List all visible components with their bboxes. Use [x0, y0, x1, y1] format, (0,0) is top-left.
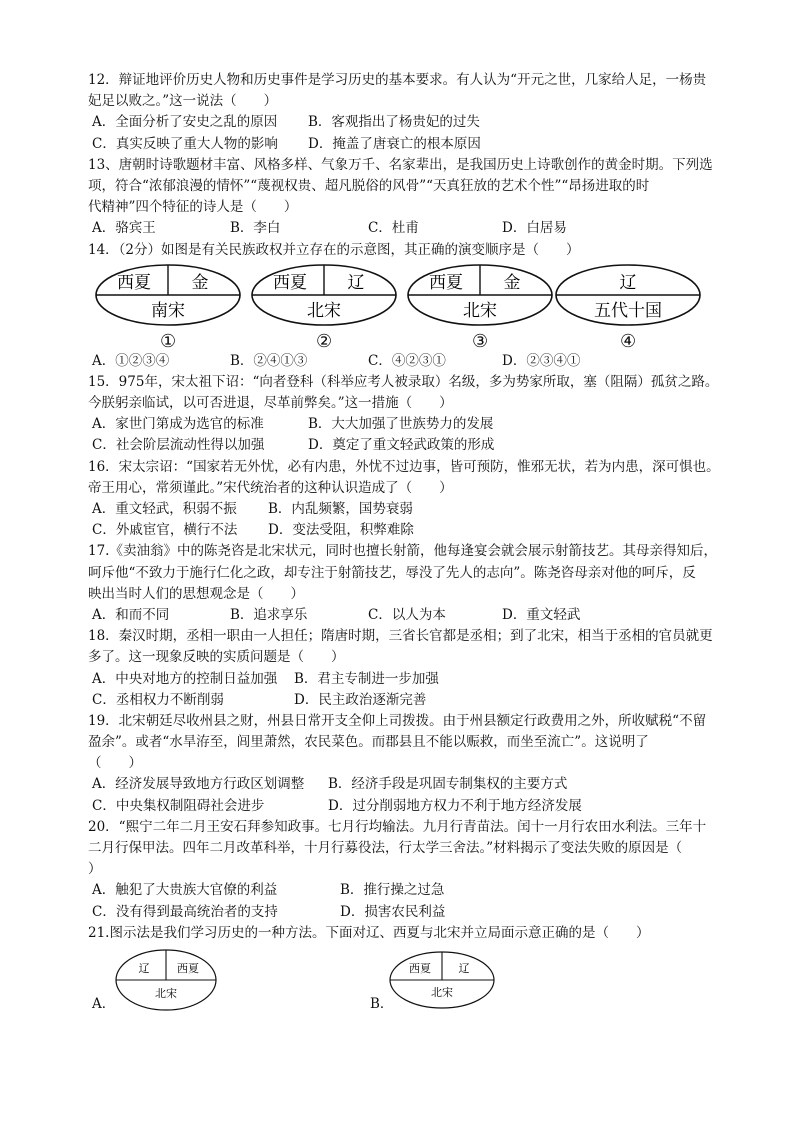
option-b: B．追求享乐	[230, 606, 308, 623]
option-a: A．和而不同	[92, 606, 170, 623]
option-a-diagram	[114, 948, 218, 1016]
option-d: D．过分削弱地方权力不利于地方经济发展	[328, 797, 582, 814]
option-d: D．②③④①	[502, 352, 581, 369]
regime-diagram-3	[406, 263, 554, 327]
question-text: 15．975年，宋太祖下诏：“向者登科（科举应考人被录取）名级，多为势家所取，塞（阻隔）孤贫之路。	[88, 373, 719, 390]
diagram-number: ③	[472, 330, 489, 352]
question-12	[88, 70, 738, 155]
option-d: D．损害农民利益	[340, 903, 446, 920]
question-text: 19．北宋朝廷尽收州县之财，州县日常开支全仰上司拨拨。由于州县额定行政费用之外，所收赋税“不留	[88, 712, 707, 729]
option-b: B．经济手段是巩固专制集权的主要方式	[328, 776, 568, 793]
regime-diagram-1	[94, 263, 242, 327]
diagram-label: 西夏	[429, 272, 463, 293]
option-c: C．外戚宦官，横行不法	[92, 522, 238, 539]
option-b: B．②④①③	[230, 352, 308, 369]
option-a: A．经济发展导致地方行政区划调整	[92, 776, 305, 793]
question-text: 17.《卖油翁》中的陈尧咨是北宋状元，同时也擅长射箭，他每逢宴会就会展示射箭技艺。其母亲得知后，	[88, 543, 717, 560]
option-b: B．大大加强了世族势力的发展	[308, 416, 494, 433]
regime-diagrams	[88, 263, 738, 329]
option-b: B．李白	[230, 220, 281, 237]
question-20	[88, 817, 738, 923]
question-21	[88, 923, 738, 1020]
diagram-number: ④	[620, 330, 637, 352]
question-text: （ ）	[88, 755, 142, 772]
option-d: D．民主政治逐渐完善	[294, 691, 427, 708]
question-text: 二月行保甲法。四年二月改革科举，十月行募役法，行太学三舍法。”材料揭示了变法失败的原因是（	[88, 840, 683, 856]
option-d: D．掩盖了唐衰亡的根本原因	[308, 135, 481, 152]
option-b: B．内乱频繁，国势衰弱	[268, 501, 413, 517]
question-text: 14．（2分）如图是有关民族政权并立存在的示意图，其正确的演变顺序是（ ）	[88, 241, 580, 258]
question-text: 代精神”四个特征的诗人是（ ）	[88, 199, 298, 216]
question-16	[88, 457, 738, 542]
option-c: C．丞相权力不断削弱	[92, 691, 224, 708]
question-19	[88, 711, 738, 817]
question-text: 呵斥他“不致力于施行仁化之政，却专注于射箭技艺，辱没了先人的志向”。陈尧咨母亲对他的呵斥，反	[88, 564, 696, 581]
option-d: D．变法受阻，积弊难除	[268, 522, 414, 539]
diagram-label: 北宋	[155, 986, 177, 1000]
diagram-label: 西夏	[409, 961, 431, 975]
question-text: ）	[88, 861, 102, 878]
question-text: 今朕躬亲临试，以可否进退，尽革前弊矣。”这一措施（ ）	[88, 395, 453, 412]
question-text: 帝王用心，常须谨此。”宋代统治者的这种认识造成了（ ）	[88, 479, 453, 496]
question-15	[88, 372, 738, 457]
question-text: 18．秦汉时期，丞相一职由一人担任；隋唐时期，三省长官都是丞相；到了北宋，相当于丞相的官员就更	[88, 628, 713, 645]
diagram-label: 金	[503, 272, 521, 293]
regime-diagram-4	[554, 263, 702, 327]
question-text: 多了。这一现象反映的实质问题是（ ）	[88, 649, 345, 666]
question-text: 12．辩证地评价历史人物和历史事件是学习历史的基本要求。有人认为“开元之世，几家给人足，一杨贵	[88, 72, 707, 88]
diagram-label: 西夏	[177, 961, 199, 975]
diagram-label: 辽	[458, 961, 470, 975]
question-text: 13、唐朝时诗歌题材丰富、风格多样、气象万千、名家辈出，是我国历史上诗歌创作的黄金时期。下列选	[88, 156, 713, 173]
option-c: C．中央集权制阻碍社会进步	[92, 797, 265, 814]
option-a: A．中央对地方的控制日益加强	[92, 670, 278, 687]
diagram-label: 北宋	[431, 985, 453, 999]
option-a: A．	[92, 995, 116, 1012]
question-text: 妃足以败之。”这一说法（ ）	[88, 93, 278, 110]
option-c: C．④②③①	[368, 352, 446, 369]
option-c: C．没有得到最高统治者的支持	[92, 903, 278, 920]
option-a: A．全面分析了安史之乱的原因	[92, 114, 278, 131]
question-17	[88, 541, 738, 626]
diagram-label: 辽	[619, 272, 637, 293]
diagram-label: 北宋	[307, 300, 341, 321]
diagram-label: 北宋	[463, 300, 497, 321]
diagram-label: 南宋	[151, 300, 185, 321]
option-c: C．杜甫	[368, 220, 419, 237]
option-b: B．君主专制进一步加强	[294, 670, 439, 687]
diagram-number: ②	[316, 330, 333, 352]
question-text: 映出当时人们的思想观念是（ ）	[88, 585, 304, 602]
diagram-label: 金	[191, 272, 209, 293]
option-b: B．	[370, 995, 394, 1012]
question-14	[88, 240, 738, 372]
option-c: C．真实反映了重大人物的影响	[92, 135, 278, 152]
diagram-label: 五代十国	[594, 300, 662, 321]
option-b: B．客观指出了杨贵妃的过失	[308, 114, 480, 131]
option-a: A．①②③④	[92, 352, 170, 369]
diagram-label: 西夏	[117, 272, 151, 293]
option-a: A．骆宾王	[92, 220, 156, 237]
question-text: 盈余”。或者“水旱洊至，闾里萧然，农民菜色。而郡县且不能以赈救，而坐至流亡”。这说明了	[88, 734, 649, 751]
option-b-diagram	[388, 948, 496, 1016]
question-text: 16．宋太宗诏：“国家若无外忧，必有内患，外忧不过边事，皆可预防，惟邪无状，若为内患，深可惧也。	[88, 458, 720, 475]
option-c: C．以人为本	[368, 606, 446, 623]
question-text: 20．“熙宁二年二月王安石拜参知政事。七月行均输法。九月行青苗法。闰十一月行农田水利法。三年十	[88, 818, 707, 835]
option-a: A．重文轻武，积弱不振	[92, 501, 237, 517]
option-d: D．奠定了重文轻武政策的形成	[308, 437, 495, 454]
diagram-number: ①	[160, 330, 177, 352]
option-a: A．家世门第成为选官的标准	[92, 416, 264, 433]
diagram-label: 辽	[138, 961, 150, 975]
question-18	[88, 626, 738, 711]
question-13	[88, 155, 738, 240]
option-a: A．触犯了大贵族大官僚的利益	[92, 882, 278, 899]
question-text: 项，符合“浓郁浪漫的情怀”“蔑视权贵、超凡脱俗的风骨”“天真狂放的艺术个性”“昂扬进取的时	[88, 177, 650, 194]
diagram-label: 西夏	[273, 272, 307, 293]
exam-page	[88, 70, 738, 1020]
option-b: B．推行操之过急	[340, 882, 445, 899]
option-d: D．重文轻武	[502, 606, 581, 623]
option-d: D．白居易	[502, 220, 567, 237]
regime-diagram-2	[250, 263, 398, 327]
question-text: 21.图示法是我们学习历史的一种方法。下面对辽、西夏与北宋并立局面示意正确的是（ ）	[88, 924, 650, 941]
diagram-label: 辽	[347, 272, 365, 293]
option-c: C．社会阶层流动性得以加强	[92, 437, 265, 454]
